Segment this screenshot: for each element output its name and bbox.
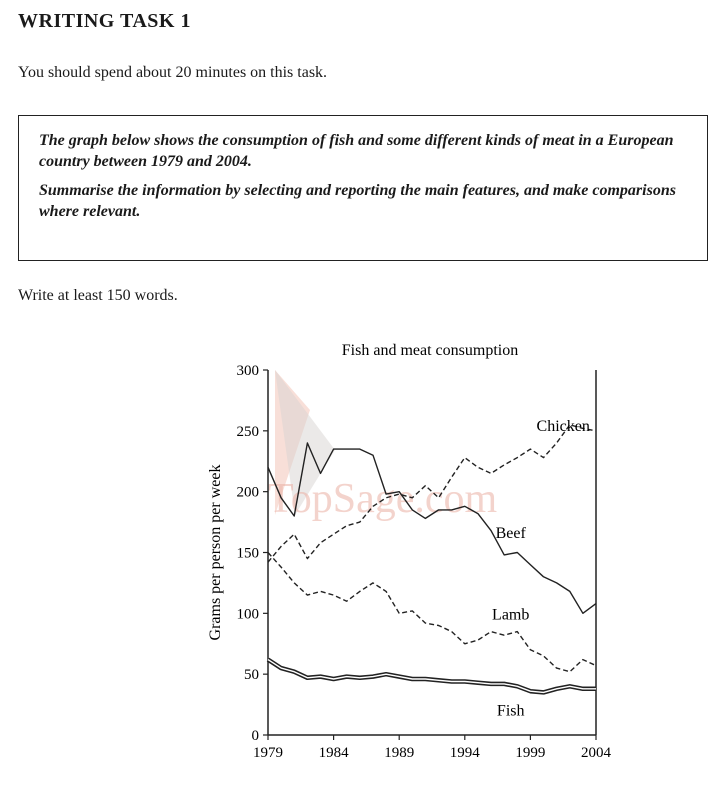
series-label-fish: Fish bbox=[496, 702, 525, 720]
y-tick-label: 0 bbox=[251, 728, 259, 744]
prompt-box bbox=[18, 115, 708, 261]
series-label-lamb: Lamb bbox=[492, 606, 530, 624]
x-tick-label: 1994 bbox=[449, 745, 480, 761]
chart-title: Fish and meat consumption bbox=[341, 342, 519, 359]
x-tick-label: 1984 bbox=[318, 745, 349, 761]
x-tick-label: 1979 bbox=[253, 745, 283, 761]
y-tick-label: 50 bbox=[244, 667, 259, 684]
y-tick-label: 300 bbox=[236, 363, 259, 379]
x-tick-label: 1999 bbox=[515, 745, 546, 761]
series-label-beef: Beef bbox=[495, 524, 526, 542]
y-axis-label: Grams per person per week bbox=[207, 464, 224, 641]
task-title: WRITING TASK 1 bbox=[18, 10, 191, 32]
y-tick-label: 250 bbox=[236, 423, 259, 440]
y-tick-label: 200 bbox=[236, 484, 259, 501]
series-line-fish-outer bbox=[268, 660, 596, 693]
prompt-description: The graph below shows the consumption of fish and some different kinds of meat in a European country between 1979 and 2004. bbox=[39, 132, 674, 170]
line-chart bbox=[0, 330, 727, 805]
watermark-text: TopSage.com bbox=[268, 476, 498, 522]
time-instruction: You should spend about 20 minutes on this task. bbox=[18, 64, 328, 81]
series-lines bbox=[268, 425, 596, 693]
word-count-instruction: Write at least 150 words. bbox=[18, 287, 178, 304]
y-tick-label: 150 bbox=[236, 545, 259, 562]
y-tick-label: 100 bbox=[236, 606, 259, 623]
x-tick-label: 1989 bbox=[384, 745, 415, 761]
prompt-task: Summarise the information by selecting and reporting the main features, and make comparisons where relevant. bbox=[39, 182, 676, 220]
x-tick-label: 2004 bbox=[581, 745, 611, 761]
series-line-lamb bbox=[268, 553, 596, 672]
series-label-chicken: Chicken bbox=[536, 417, 590, 435]
